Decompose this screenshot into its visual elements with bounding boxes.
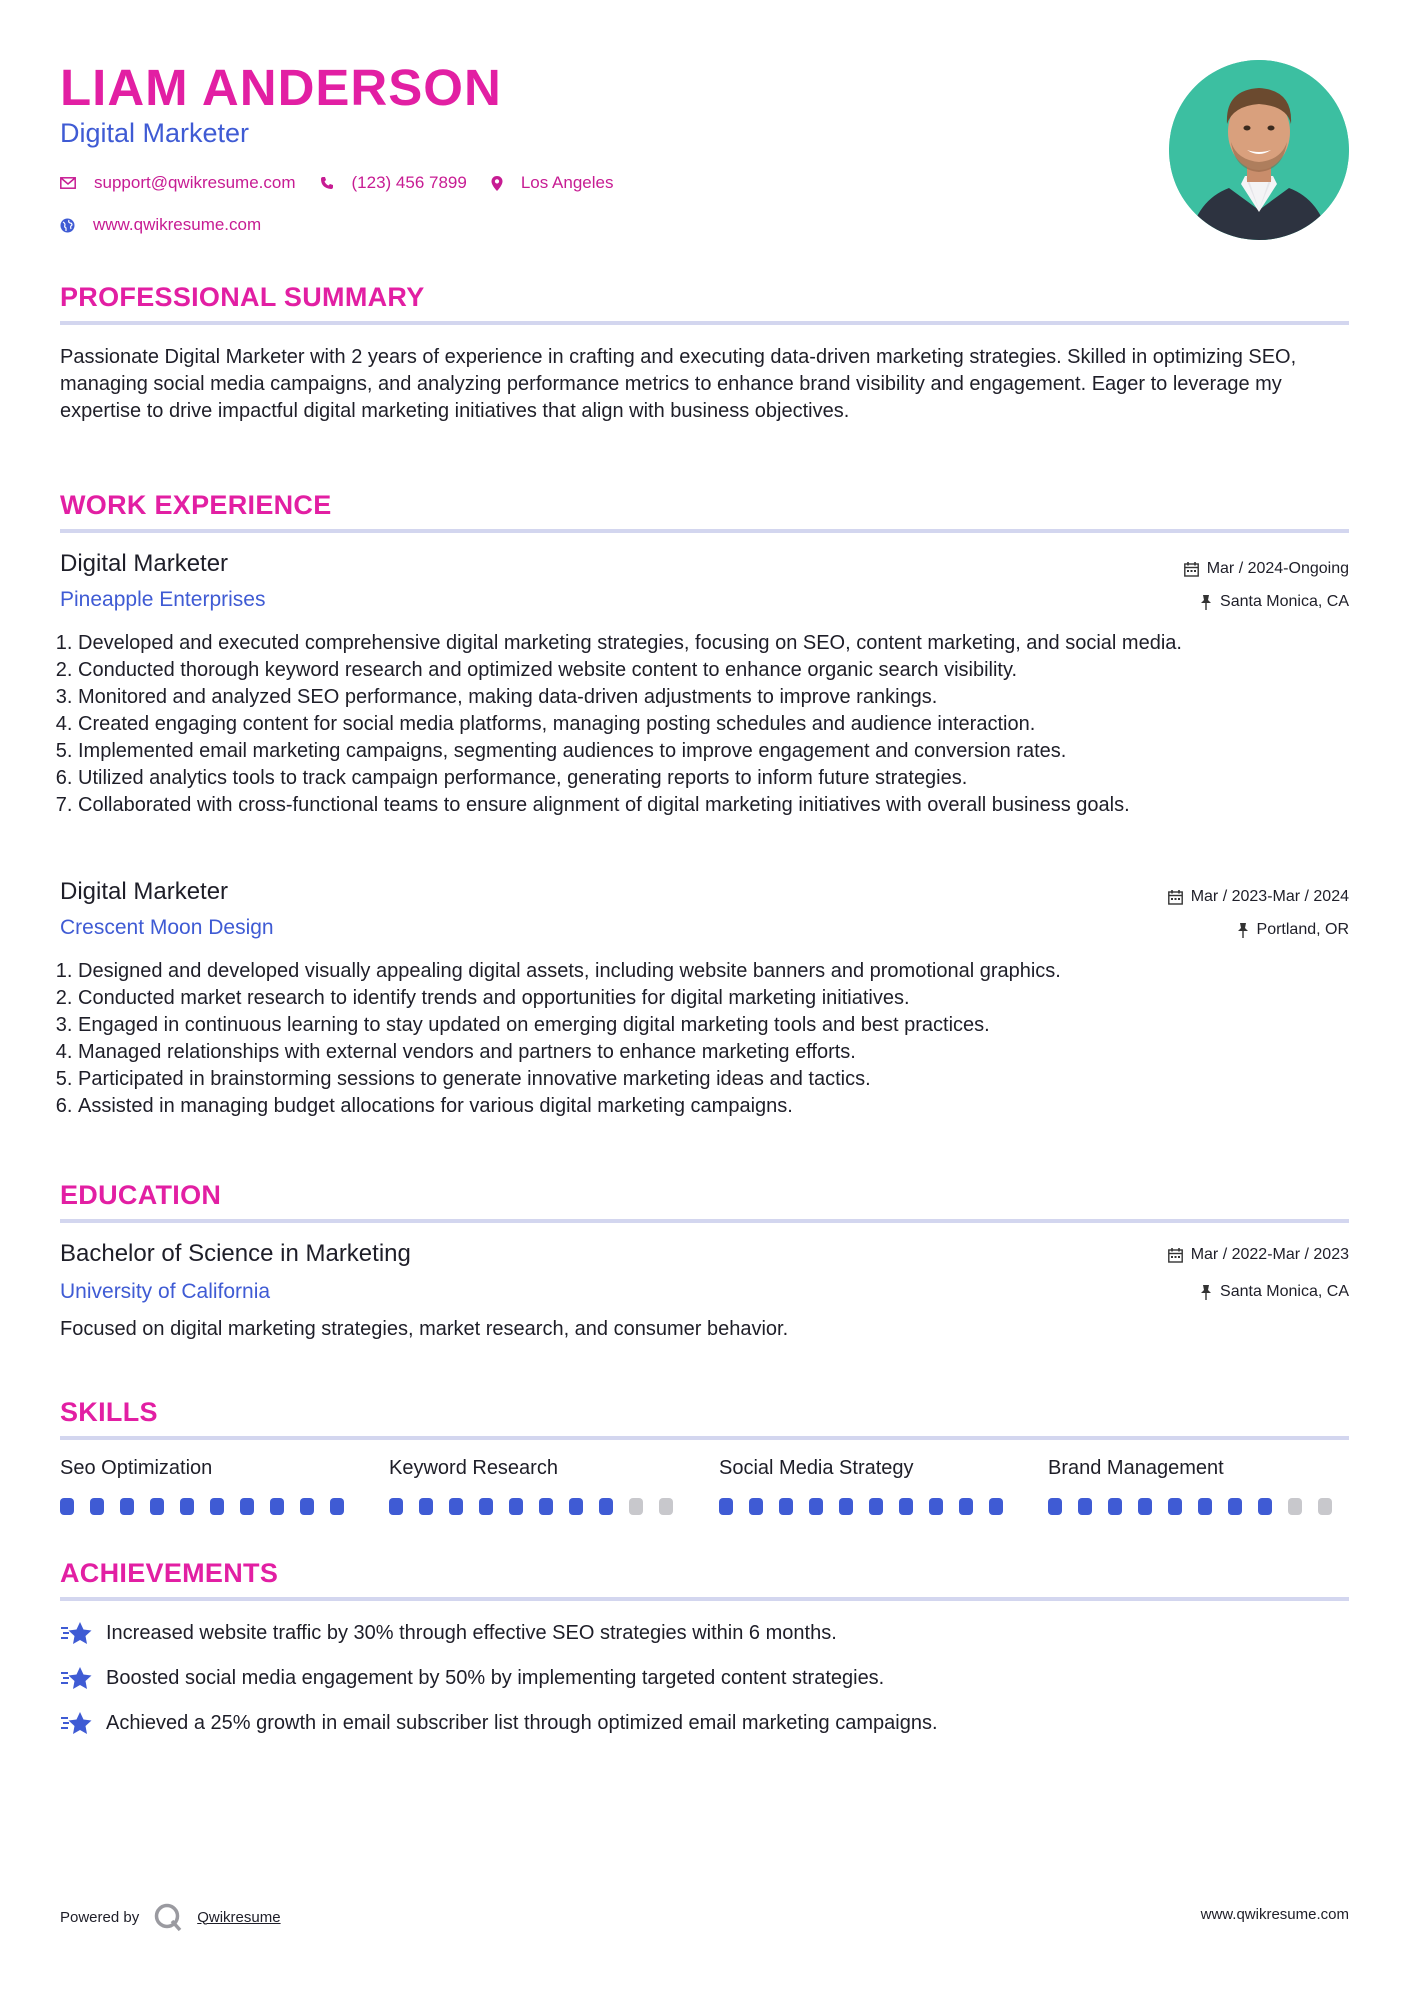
education-description: Focused on digital marketing strategies, market research, and consumer behavior. [60,1318,789,1340]
achievements-divider [60,1597,1349,1601]
job-1-date-text: Mar / 2024-Ongoing [1206,560,1349,577]
rating-dot-filled [1078,1498,1092,1515]
education-date-text: Mar / 2022-Mar / 2023 [1190,1246,1349,1263]
footer-website[interactable]: www.qwikresume.com [1200,1906,1349,1923]
skill-3-label: Social Media Strategy [719,1457,914,1479]
job-2-date-text: Mar / 2023-Mar / 2024 [1190,888,1349,905]
summary-heading: PROFESSIONAL SUMMARY [60,282,425,312]
phone-text: (123) 456 7899 [351,173,467,192]
star-icon [60,1710,94,1736]
job-1-company: Pineapple Enterprises [60,588,266,611]
rating-dot-filled [240,1498,254,1515]
job-1-date [1184,560,1349,578]
phone-icon [320,176,334,190]
skill-4-label: Brand Management [1048,1457,1224,1479]
job-1-location-text: Santa Monica, CA [1220,593,1349,610]
rating-dot-filled [479,1498,493,1515]
rating-dot-filled [809,1498,823,1515]
rating-dot-filled [869,1498,883,1515]
rating-dot-filled [899,1498,913,1515]
list-item: 1. Designed and developed visually appealing digital assets, including website banners and promotional graphics. [78,958,1349,985]
skill-1 [60,1457,360,1515]
education-location-text: Santa Monica, CA [1220,1283,1349,1300]
rating-dot-filled [929,1498,943,1515]
qwikresume-link[interactable]: Qwikresume [197,1908,281,1926]
list-item: 4. Managed relationships with external vendors and partners to enhance marketing efforts. [78,1039,1349,1066]
list-item: 6. Assisted in managing budget allocations for various digital marketing campaigns. [78,1093,1349,1120]
skill-1-rating [60,1498,360,1515]
achievement-2-text: Boosted social media engagement by 50% by implementing targeted content strategies. [106,1666,885,1689]
skill-2-label: Keyword Research [389,1457,558,1479]
location-text: Los Angeles [520,173,614,192]
job-2-company: Crescent Moon Design [60,916,274,939]
rating-dot-filled [599,1498,613,1515]
skills-divider [60,1436,1349,1440]
education-heading: EDUCATION [60,1180,222,1210]
skill-3 [719,1457,1019,1515]
pushpin-icon [1200,1285,1212,1300]
experience-divider [60,529,1349,533]
education-divider [60,1219,1349,1223]
job-2-date [1168,888,1349,906]
calendar-icon [1168,890,1183,905]
rating-dot-filled [180,1498,194,1515]
rating-dot-filled [1258,1498,1272,1515]
skill-2-rating [389,1498,689,1515]
profile-portrait [1169,60,1349,240]
rating-dot-filled [389,1498,403,1515]
rating-dot-filled [150,1498,164,1515]
rating-dot-filled [270,1498,284,1515]
achievements-heading: ACHIEVEMENTS [60,1558,279,1588]
experience-heading: WORK EXPERIENCE [60,490,332,520]
education-location [1200,1283,1349,1301]
skill-3-rating [719,1498,1019,1515]
skill-4-rating [1048,1498,1348,1515]
achievement-3-text: Achieved a 25% growth in email subscriber list through optimized email marketing campaigns. [106,1711,938,1734]
website-item[interactable] [60,215,261,235]
rating-dot-filled [839,1498,853,1515]
qwikresume-logo-icon [153,1902,183,1932]
contact-row-1 [60,173,637,193]
globe-icon [60,218,75,233]
skill-4 [1048,1457,1348,1515]
achievement-1 [60,1620,837,1646]
job-2-location-text: Portland, OR [1256,921,1349,938]
resume-page [60,0,1349,1990]
skills-heading: SKILLS [60,1397,158,1427]
rating-dot-filled [120,1498,134,1515]
list-item: 2. Conducted market research to identify trends and opportunities for digital marketing initiatives. [78,985,1349,1012]
school-name: University of California [60,1280,271,1303]
achievement-2 [60,1665,884,1691]
candidate-title: Digital Marketer [60,118,250,148]
rating-dot-filled [539,1498,553,1515]
job-2-bullets [60,958,1349,1120]
footer-powered-by [60,1902,281,1932]
contact-row-2 [60,215,285,235]
job-1-bullets [60,630,1349,819]
job-1-title: Digital Marketer [60,550,229,577]
list-item: 5. Implemented email marketing campaigns, segmenting audiences to improve engagement and conversion rates. [78,738,1349,765]
location-item [491,173,614,193]
rating-dot-filled [1198,1498,1212,1515]
job-1-location [1200,593,1349,611]
list-item: 2. Conducted thorough keyword research and optimized website content to enhance organic search visibility. [78,657,1349,684]
rating-dot-filled [1228,1498,1242,1515]
rating-dot-filled [719,1498,733,1515]
list-item: 4. Created engaging content for social media platforms, managing posting schedules and audience interaction. [78,711,1349,738]
email-text: support@qwikresume.com [94,173,296,192]
education-date [1168,1246,1349,1264]
rating-dot-filled [1108,1498,1122,1515]
rating-dot-filled [749,1498,763,1515]
star-icon [60,1620,94,1646]
rating-dot-filled [60,1498,74,1515]
achievement-1-text: Increased website traffic by 30% through effective SEO strategies within 6 months. [106,1621,837,1644]
list-item: 5. Participated in brainstorming sessions to generate innovative marketing ideas and tactics. [78,1066,1349,1093]
achievement-3 [60,1710,938,1736]
rating-dot-empty [1288,1498,1302,1515]
rating-dot-filled [419,1498,433,1515]
envelope-icon [60,177,76,189]
rating-dot-filled [449,1498,463,1515]
profile-photo [1169,60,1349,240]
rating-dot-filled [1168,1498,1182,1515]
rating-dot-empty [629,1498,643,1515]
degree-title: Bachelor of Science in Marketing [60,1240,411,1267]
rating-dot-filled [509,1498,523,1515]
rating-dot-filled [959,1498,973,1515]
job-2-location [1237,921,1349,939]
rating-dot-filled [330,1498,344,1515]
list-item: 3. Engaged in continuous learning to stay updated on emerging digital marketing tools and best practices. [78,1012,1349,1039]
rating-dot-empty [659,1498,673,1515]
rating-dot-filled [569,1498,583,1515]
skill-1-label: Seo Optimization [60,1457,213,1479]
candidate-name: LIAM ANDERSON [60,59,502,116]
list-item: 1. Developed and executed comprehensive digital marketing strategies, focusing on SEO, content marketing, and social media. [78,630,1349,657]
skill-2 [389,1457,689,1515]
job-2-title: Digital Marketer [60,878,229,905]
rating-dot-filled [1048,1498,1062,1515]
star-icon [60,1665,94,1691]
pushpin-icon [1237,923,1249,938]
list-item: 3. Monitored and analyzed SEO performance, making data-driven adjustments to improve rankings. [78,684,1349,711]
phone-item[interactable] [320,173,467,193]
powered-by-label: Powered by [60,1908,140,1926]
calendar-icon [1184,562,1199,577]
map-pin-icon [491,176,503,191]
rating-dot-filled [989,1498,1003,1515]
summary-divider [60,321,1349,325]
website-text: www.qwikresume.com [93,215,262,234]
email-item[interactable] [60,173,296,193]
calendar-icon [1168,1248,1183,1263]
rating-dot-filled [1138,1498,1152,1515]
rating-dot-filled [90,1498,104,1515]
list-item: 6. Utilized analytics tools to track campaign performance, generating reports to inform future strategies. [78,765,1349,792]
rating-dot-filled [300,1498,314,1515]
pushpin-icon [1200,595,1212,610]
rating-dot-empty [1318,1498,1332,1515]
list-item: 7. Collaborated with cross-functional teams to ensure alignment of digital marketing initiatives with overall business goals. [78,792,1349,819]
summary-text: Passionate Digital Marketer with 2 years of experience in crafting and executing data-driven marketing strategies. Skilled in optimizing SEO, managing social media campaigns, and analyzing performance metrics to enhance brand visibility and engagement. Eager to leverage my expertise to drive impactful digital marketing initiatives that align with business objectives. [60,346,1297,422]
rating-dot-filled [779,1498,793,1515]
rating-dot-filled [210,1498,224,1515]
